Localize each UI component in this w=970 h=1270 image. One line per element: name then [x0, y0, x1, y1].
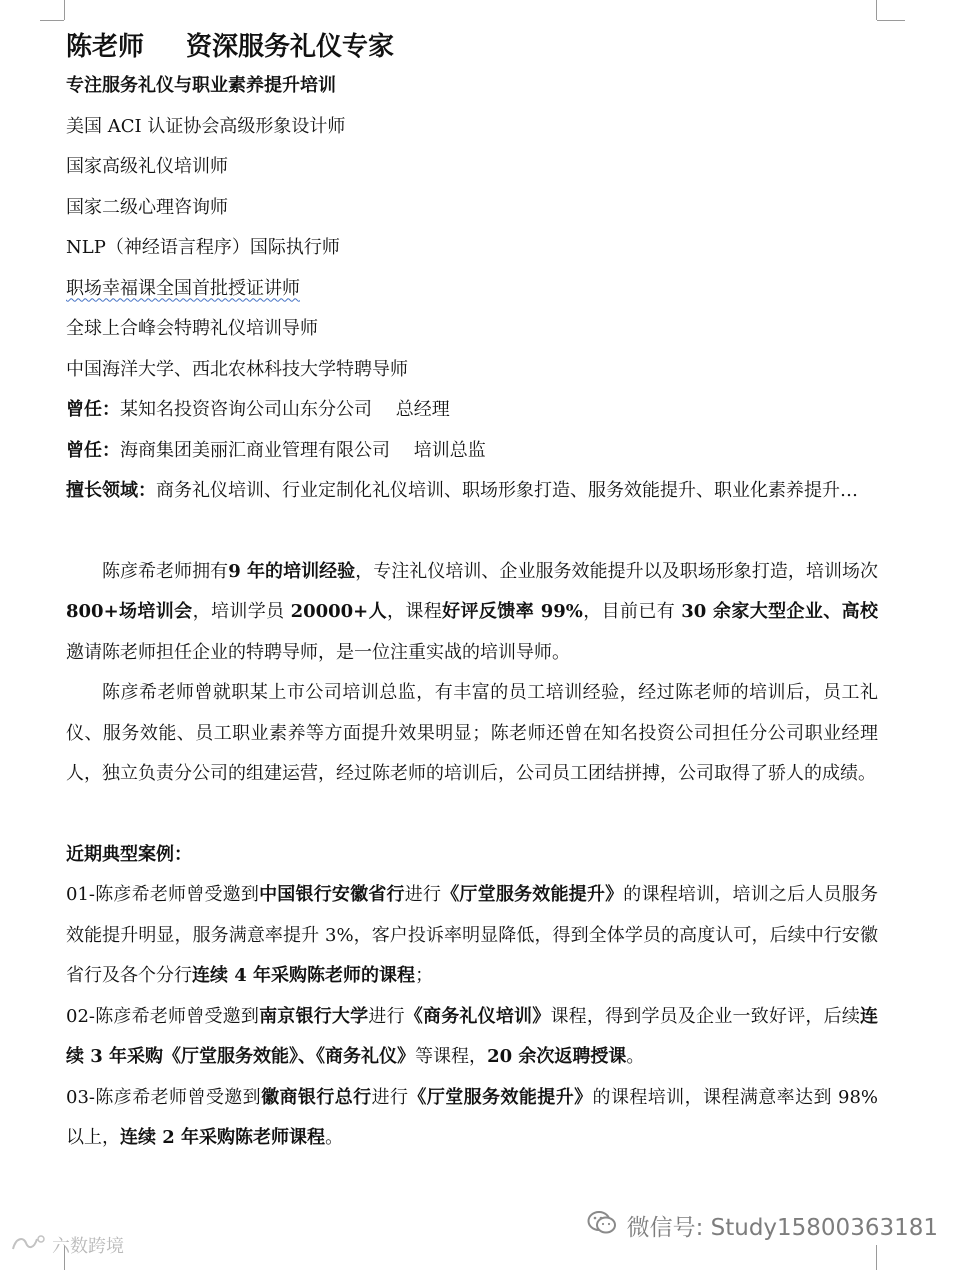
case-item-2 — [66, 997, 878, 1078]
case-highlight: 20 余次返聘授课 — [487, 1046, 627, 1067]
case-text: 的课程培训，课程满意率达到 98%以上， — [66, 1086, 879, 1148]
case-highlight: 连续 2 年采购陈老师课程 — [120, 1127, 326, 1148]
crop-mark — [877, 20, 905, 21]
credential-item: 美国 ACI 认证协会高级形象设计师 — [66, 115, 346, 137]
history-item — [66, 431, 878, 472]
bio-text: ，目前已有 — [582, 601, 682, 622]
bio-highlight: 800+场培训会 — [66, 601, 193, 622]
bio-highlight: 30 余家大型企业、高校 — [681, 601, 878, 622]
cases-heading: 近期典型案例： — [66, 843, 192, 865]
credential-item: NLP（神经语言程序）国际执行师 — [66, 237, 340, 258]
bio-highlight: 20000+人 — [290, 601, 388, 622]
bio-text: 陈彦希老师拥有 — [102, 560, 229, 582]
brand-watermark-text: 六数跨境 — [52, 1236, 124, 1257]
credential-item: 国家二级心理咨询师 — [66, 196, 228, 218]
credential-item — [66, 269, 878, 310]
case-highlight: 中国银行安徽省行 — [259, 884, 405, 905]
history-item — [66, 390, 878, 431]
bio-highlight: 好评反馈率 99% — [442, 601, 583, 622]
crop-mark — [40, 20, 64, 21]
expertise — [66, 471, 878, 512]
case-text: 进行 — [368, 1005, 405, 1027]
history-text: 某知名投资咨询公司山东分公司 总经理 — [120, 399, 450, 420]
crop-mark — [64, 0, 65, 20]
wechat-id: 微信号: Study15800363181 — [626, 1215, 938, 1241]
expertise-label: 擅长领域： — [66, 480, 156, 501]
case-text: 03-陈彦希老师曾受邀到 — [66, 1086, 262, 1108]
expertise-text: 商务礼仪培训、行业定制化礼仪培训、职场形象打造、服务效能提升、职业化素养提升… — [156, 480, 858, 501]
history-label: 曾任： — [66, 439, 120, 461]
case-text: 。 — [626, 1046, 645, 1067]
wechat-icon — [587, 1210, 617, 1242]
case-highlight: 《厅堂服务效能提升》 — [441, 884, 624, 905]
case-text: 课程，得到学员及企业一致好评，后续 — [550, 1005, 861, 1027]
document-page — [66, 28, 878, 1159]
case-text: 。 — [325, 1127, 344, 1148]
bio-text: ，培训学员 — [192, 601, 291, 622]
credential-item: 国家高级礼仪培训师 — [66, 156, 228, 177]
bio-highlight: 9 年的培训经验 — [228, 560, 356, 582]
case-highlight: 徽商银行总行 — [261, 1086, 372, 1108]
credential-text: 职场幸福课全国首批授证讲师 — [66, 277, 300, 299]
case-highlight: 连续 4 年采购陈老师的课程 — [192, 965, 416, 986]
case-highlight: 《厅堂服务效能提升》 — [408, 1086, 593, 1108]
case-text: 02-陈彦希老师曾受邀到 — [66, 1005, 260, 1027]
wechat-watermark — [587, 1209, 938, 1242]
case-text: 进行 — [404, 884, 442, 905]
bio-text: ，课程 — [387, 601, 443, 622]
bio-text: ，专注礼仪培训、企业服务效能提升以及职场形象打造，培训场次 — [355, 560, 879, 582]
case-item-3 — [66, 1078, 878, 1159]
subtitle: 专注服务礼仪与职业素养提升培训 — [66, 75, 336, 96]
case-highlight: 南京银行大学 — [259, 1005, 369, 1027]
credential-item: 全球上合峰会特聘礼仪培训导师 — [66, 318, 318, 339]
teacher-name: 陈老师 — [66, 32, 145, 62]
spacer — [66, 795, 878, 835]
credential-item: 中国海洋大学、西北农林科技大学特聘导师 — [66, 358, 408, 380]
case-text: 的课程培训，培训之后人员服务效能提升明显，服务满意率提升 3%，客户投诉率明显降低，得到全体学员的高度认可，后续中行安徽省行及各个分行 — [66, 884, 879, 986]
history-text: 海商集团美丽汇商业管理有限公司 培训总监 — [120, 439, 486, 461]
case-highlight: 连续 3 年采购《厅堂服务效能》、《商务礼仪》 — [66, 1005, 879, 1067]
case-highlight: 《商务礼仪培训》 — [404, 1005, 551, 1027]
teacher-role: 资深服务礼仪专家 — [186, 32, 395, 62]
crop-mark — [876, 1245, 877, 1270]
page-title — [66, 28, 878, 66]
bio-text: 邀请陈老师担任企业的特聘导师，是一位注重实战的培训导师。 — [66, 641, 570, 663]
case-text: 等课程， — [415, 1046, 488, 1067]
brand-watermark — [10, 1232, 124, 1258]
brand-logo-icon — [10, 1233, 48, 1258]
history-label: 曾任： — [66, 399, 120, 420]
bio-paragraph-1 — [66, 552, 878, 674]
crop-mark — [876, 0, 877, 20]
spacer — [66, 512, 878, 552]
case-item-1 — [66, 875, 878, 997]
case-text: 01-陈彦希老师曾受邀到 — [66, 884, 260, 905]
bio-paragraph-2: 陈彦希老师曾就职某上市公司培训总监，有丰富的员工培训经验，经过陈老师的培训后，员工礼仪、服务效能、员工职业素养等方面提升效果明显；陈老师还曾在知名投资公司担任分公司职业经理人，独立负责分公司的组建运营，经过陈老师的培训后，公司员工团结拼搏，公司取得了骄人的成绩。 — [66, 682, 878, 784]
case-text: 进行 — [371, 1086, 409, 1108]
case-text: ； — [415, 965, 434, 986]
